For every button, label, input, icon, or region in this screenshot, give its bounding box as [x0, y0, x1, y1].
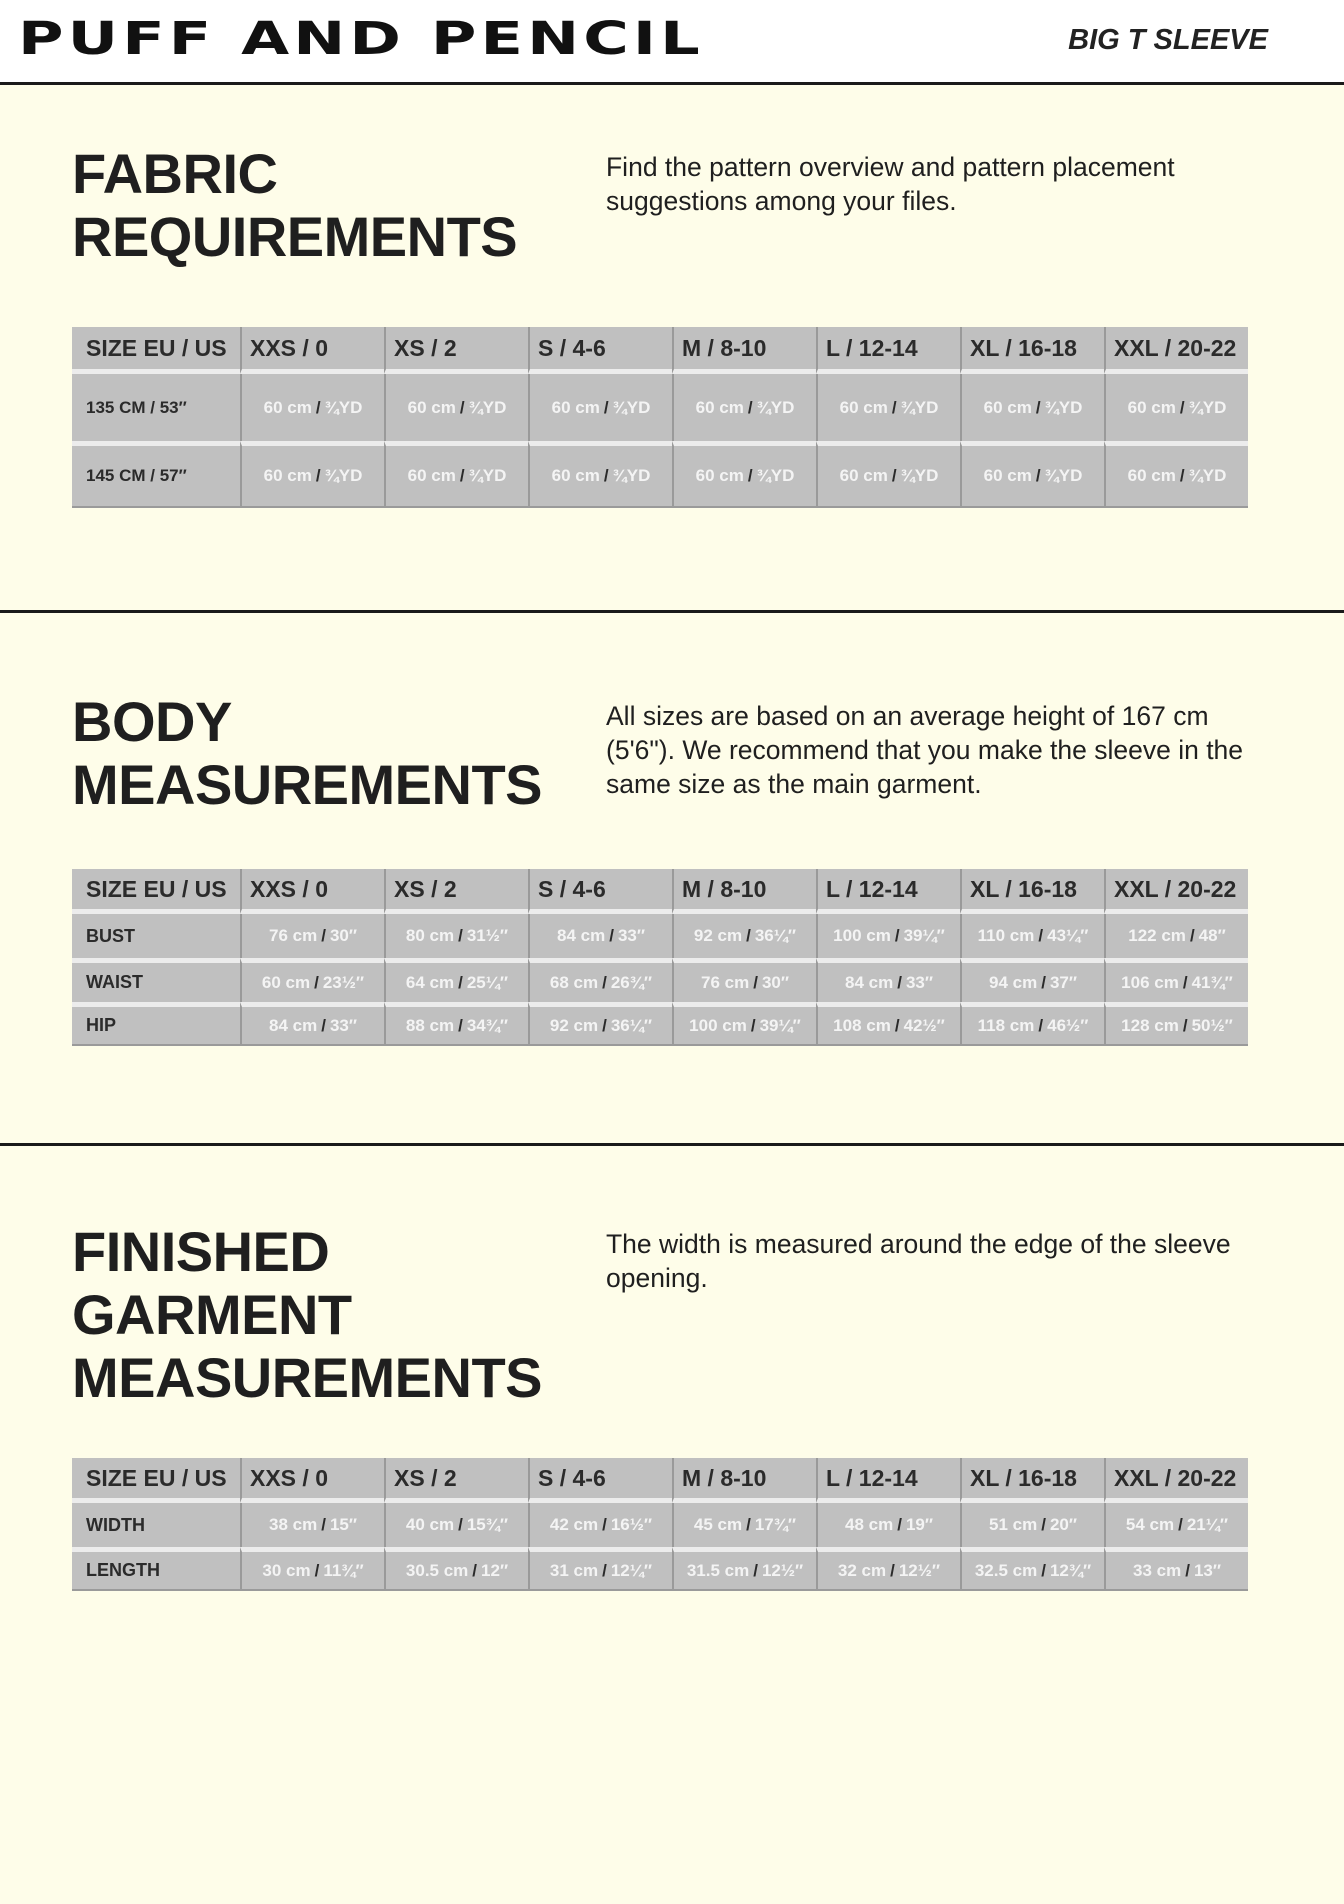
table-row [72, 1002, 1248, 1046]
measurement-cell [240, 1547, 384, 1591]
imperial-value: 12¼″ [610, 1560, 653, 1580]
title-line: MEASUREMENTS [72, 753, 543, 816]
separator: / [1041, 1560, 1046, 1580]
imperial-value: ¾YD [468, 466, 507, 485]
measurement-cell [672, 1002, 816, 1046]
metric-value: 84 cm [557, 926, 606, 945]
separator: / [314, 1560, 320, 1580]
imperial-value: 21¼″ [1186, 1515, 1229, 1534]
metric-value: 94 cm [989, 972, 1038, 992]
imperial-value: 26¾″ [610, 972, 653, 992]
separator: / [1182, 972, 1188, 992]
separator: / [753, 1560, 758, 1580]
metric-value: 60 cm [839, 397, 888, 417]
measurement-cell [240, 441, 384, 508]
metric-value: 60 cm [839, 466, 888, 485]
metric-value: 60 cm [1127, 466, 1176, 485]
measurement-cell [816, 958, 960, 1002]
metric-value: 108 cm [833, 1015, 891, 1035]
row-label: 145 CM / 57″ [72, 441, 240, 508]
measurement-cell [240, 374, 384, 441]
metric-value: 76 cm [269, 926, 318, 945]
metric-value: 40 cm [405, 1515, 455, 1534]
separator: / [753, 972, 758, 992]
measurement-cell [384, 1547, 528, 1591]
measurement-cell [672, 958, 816, 1002]
imperial-value: 48″ [1198, 926, 1226, 945]
measurement-cell [960, 914, 1104, 958]
metric-value: 128 cm [1121, 1015, 1179, 1035]
table-header-row [72, 327, 1248, 374]
imperial-value: 42½″ [903, 1015, 945, 1035]
table-header-row [72, 869, 1248, 914]
imperial-value: ¾YD [900, 397, 939, 417]
measurement-cell [816, 914, 960, 958]
measurement-cell [384, 914, 528, 958]
imperial-value: 15″ [329, 1515, 357, 1534]
separator: / [602, 1515, 607, 1534]
separator: / [891, 466, 897, 485]
imperial-value: 30″ [761, 972, 789, 992]
separator: / [458, 1515, 463, 1534]
measurement-cell [240, 958, 384, 1002]
separator: / [1178, 1515, 1183, 1534]
finished-garment-measurements-description: The width is measured around the edge of the sleeve opening. [606, 1229, 1231, 1293]
finished-garment-measurements-title [72, 1220, 542, 1409]
separator: / [1041, 1515, 1046, 1534]
imperial-value: ¾YD [324, 466, 363, 485]
measurement-cell [1104, 1547, 1248, 1591]
imperial-value: 33″ [617, 926, 645, 945]
imperial-value: 12¾″ [1049, 1560, 1092, 1580]
separator: / [897, 1515, 902, 1534]
measurement-cell [528, 374, 672, 441]
imperial-value: 39¼″ [759, 1015, 801, 1035]
metric-value: 88 cm [405, 1015, 455, 1035]
imperial-value: ¾YD [324, 397, 363, 417]
metric-value: 100 cm [833, 926, 891, 945]
size-header-cell: XXS / 0 [240, 1458, 384, 1503]
imperial-value: 12″ [481, 1560, 509, 1580]
metric-value: 106 cm [1121, 972, 1179, 992]
metric-value: 30 cm [262, 1560, 311, 1580]
measurement-cell [528, 1547, 672, 1591]
separator: / [458, 926, 463, 945]
table-row [72, 1547, 1248, 1591]
separator: / [602, 972, 607, 992]
imperial-value: ¾YD [756, 466, 795, 485]
row-label: LENGTH [72, 1547, 240, 1591]
metric-value: 32 cm [837, 1560, 887, 1580]
imperial-value: 41¾″ [1191, 972, 1233, 992]
size-column-header: SIZE EU / US [72, 869, 240, 914]
metric-value: 118 cm [977, 1015, 1035, 1035]
separator: / [894, 1015, 900, 1035]
imperial-value: ¾YD [1044, 466, 1083, 485]
measurement-cell [528, 958, 672, 1002]
title-line: BODY [72, 690, 232, 753]
measurement-cell [960, 958, 1104, 1002]
size-header-cell: XXS / 0 [240, 327, 384, 374]
separator: / [750, 1015, 756, 1035]
imperial-value: 46½″ [1047, 1015, 1089, 1035]
size-header-cell: XL / 16-18 [960, 869, 1104, 914]
separator: / [315, 397, 321, 417]
size-header-cell: XL / 16-18 [960, 327, 1104, 374]
measurement-cell [384, 1503, 528, 1547]
separator: / [1035, 466, 1041, 485]
imperial-value: 12½″ [898, 1560, 941, 1580]
brand-logo: PUFF AND PENCIL [18, 12, 704, 65]
document-header [0, 0, 1344, 85]
imperial-value: ¾YD [900, 466, 939, 485]
body-measurements-table [72, 869, 1248, 1046]
separator: / [891, 397, 897, 417]
measurement-cell [960, 1547, 1104, 1591]
imperial-value: 23½″ [322, 972, 365, 992]
metric-value: 60 cm [551, 466, 600, 485]
imperial-value: ¾YD [1188, 466, 1227, 485]
measurement-cell [384, 958, 528, 1002]
separator: / [458, 972, 463, 992]
size-header-cell: XS / 2 [384, 327, 528, 374]
size-header-cell: L / 12-14 [816, 1458, 960, 1503]
metric-value: 100 cm [689, 1015, 747, 1035]
size-header-cell: XL / 16-18 [960, 1458, 1104, 1503]
measurement-cell [672, 914, 816, 958]
metric-value: 110 cm [977, 926, 1035, 945]
imperial-value: ¾YD [612, 466, 651, 485]
imperial-value: ¾YD [756, 397, 795, 417]
product-name: BIG T SLEEVE [1068, 24, 1268, 56]
imperial-value: 50½″ [1191, 1015, 1233, 1035]
imperial-value: 33″ [329, 1015, 357, 1035]
separator: / [1038, 1015, 1044, 1035]
size-header-cell: XS / 2 [384, 869, 528, 914]
size-header-cell: S / 4-6 [528, 1458, 672, 1503]
imperial-value: 20″ [1049, 1515, 1077, 1534]
imperial-value: 15¾″ [466, 1515, 509, 1534]
measurement-cell [960, 1503, 1104, 1547]
imperial-value: 39¼″ [903, 926, 945, 945]
metric-value: 38 cm [269, 1515, 318, 1534]
separator: / [747, 397, 753, 417]
measurement-cell [960, 1002, 1104, 1046]
measurement-cell [816, 441, 960, 508]
measurement-cell [1104, 1503, 1248, 1547]
title-line: REQUIREMENTS [72, 205, 518, 268]
separator: / [747, 466, 753, 485]
imperial-value: 13″ [1193, 1560, 1221, 1580]
row-label: 135 CM / 53″ [86, 397, 187, 417]
measurement-cell [816, 1547, 960, 1591]
metric-value: 32.5 cm [974, 1560, 1038, 1580]
metric-value: 60 cm [983, 466, 1032, 485]
metric-value: 33 cm [1133, 1560, 1182, 1580]
separator: / [315, 466, 321, 485]
measurement-cell [960, 441, 1104, 508]
measurement-cell [528, 1002, 672, 1046]
imperial-value: 11¾″ [323, 1560, 364, 1580]
separator: / [894, 926, 900, 945]
metric-value: 60 cm [695, 466, 744, 485]
separator: / [897, 972, 902, 992]
imperial-value: 43¼″ [1047, 926, 1089, 945]
separator: / [472, 1560, 478, 1580]
imperial-value: ¾YD [1044, 397, 1083, 417]
measurement-cell [816, 374, 960, 441]
size-header-cell: M / 8-10 [672, 869, 816, 914]
metric-value: 48 cm [845, 1515, 894, 1534]
metric-value: 60 cm [263, 466, 312, 485]
imperial-value: 37″ [1049, 972, 1077, 992]
size-header-cell: L / 12-14 [816, 327, 960, 374]
finished-garment-measurements-table [72, 1458, 1248, 1591]
fabric-requirements-table [72, 327, 1248, 508]
imperial-value: 19″ [905, 1515, 933, 1534]
imperial-value: ¾YD [468, 397, 507, 417]
body-measurements-title [72, 690, 542, 816]
imperial-value: 33″ [905, 972, 933, 992]
metric-value: 60 cm [551, 397, 600, 417]
size-header-cell: XS / 2 [384, 1458, 528, 1503]
section-divider [0, 610, 1344, 613]
measurement-cell [1104, 441, 1248, 508]
measurement-cell [672, 1547, 816, 1591]
separator: / [609, 926, 614, 945]
separator: / [1185, 1560, 1190, 1580]
fabric-requirements-title [72, 142, 517, 268]
metric-value: 60 cm [407, 397, 456, 417]
separator: / [890, 1560, 895, 1580]
separator: / [458, 1015, 463, 1035]
metric-value: 76 cm [701, 972, 750, 992]
row-label: WAIST [72, 958, 240, 1002]
measurement-cell [240, 1503, 384, 1547]
body-measurements-description: All sizes are based on an average height of 167 cm (5'6"). We recommend that you make the sleeve in the same size as the main garment. [606, 701, 1244, 799]
row-label: HIP [72, 1002, 240, 1046]
separator: / [1041, 972, 1046, 992]
measurement-cell [672, 441, 816, 508]
measurement-cell [240, 914, 384, 958]
imperial-value: 12½″ [761, 1560, 804, 1580]
measurement-cell [816, 1002, 960, 1046]
imperial-value: 36¼″ [754, 926, 797, 945]
measurement-cell [816, 1503, 960, 1547]
separator: / [1182, 1015, 1188, 1035]
imperial-value: 17¾″ [754, 1515, 797, 1534]
table-row [72, 914, 1248, 958]
metric-value: 84 cm [845, 972, 894, 992]
size-column-header: SIZE EU / US [72, 1458, 240, 1503]
size-column-header: SIZE EU / US [72, 327, 240, 374]
imperial-value: 30″ [329, 926, 357, 945]
separator: / [603, 397, 609, 417]
metric-value: 64 cm [405, 972, 455, 992]
measurement-cell [528, 1503, 672, 1547]
measurement-cell [672, 374, 816, 441]
measurement-cell [384, 441, 528, 508]
size-header-cell: S / 4-6 [528, 327, 672, 374]
size-header-cell: M / 8-10 [672, 1458, 816, 1503]
metric-value: 92 cm [693, 926, 743, 945]
metric-value: 31.5 cm [686, 1560, 750, 1580]
measurement-cell [1104, 958, 1248, 1002]
size-header-cell: M / 8-10 [672, 327, 816, 374]
separator: / [321, 1015, 326, 1035]
fabric-requirements-description: Find the pattern overview and pattern placement suggestions among your files. [606, 152, 1175, 216]
measurement-cell [960, 374, 1104, 441]
measurement-cell [384, 374, 528, 441]
separator: / [459, 397, 465, 417]
table-row [72, 374, 1248, 441]
title-line: MEASUREMENTS [72, 1346, 543, 1409]
metric-value: 51 cm [989, 1515, 1038, 1534]
metric-value: 122 cm [1128, 926, 1186, 945]
metric-value: 60 cm [1127, 397, 1176, 417]
separator: / [1179, 466, 1185, 485]
separator: / [459, 466, 465, 485]
table-header-row [72, 1458, 1248, 1503]
metric-value: 68 cm [549, 972, 599, 992]
metric-value: 30.5 cm [405, 1560, 469, 1580]
table-row [72, 958, 1248, 1002]
measurement-cell [1104, 914, 1248, 958]
metric-value: 31 cm [549, 1560, 599, 1580]
metric-value: 60 cm [261, 972, 311, 992]
title-line: GARMENT [72, 1283, 352, 1346]
measurement-cell [240, 1002, 384, 1046]
section-divider [0, 1143, 1344, 1146]
size-header-cell: S / 4-6 [528, 869, 672, 914]
separator: / [314, 972, 319, 992]
metric-value: 60 cm [263, 397, 312, 417]
title-line: FABRIC [72, 142, 278, 205]
imperial-value: 34¾″ [466, 1015, 509, 1035]
separator: / [602, 1015, 607, 1035]
metric-value: 60 cm [407, 466, 456, 485]
measurement-cell [384, 1002, 528, 1046]
metric-value: 60 cm [983, 397, 1032, 417]
metric-value: 45 cm [693, 1515, 743, 1534]
size-header-cell: XXL / 20-22 [1104, 869, 1248, 914]
separator: / [321, 926, 326, 945]
row-label: BUST [86, 925, 135, 946]
metric-value: 80 cm [405, 926, 455, 945]
measurement-cell [1104, 1002, 1248, 1046]
row-label: WIDTH [86, 1514, 145, 1535]
separator: / [746, 1515, 751, 1534]
table-row [72, 441, 1248, 508]
size-header-cell: XXL / 20-22 [1104, 327, 1248, 374]
separator: / [1035, 397, 1041, 417]
separator: / [1179, 397, 1185, 417]
separator: / [602, 1560, 607, 1580]
metric-value: 60 cm [695, 397, 744, 417]
measurement-cell [1104, 374, 1248, 441]
size-header-cell: XXS / 0 [240, 869, 384, 914]
metric-value: 42 cm [549, 1515, 599, 1534]
metric-value: 92 cm [549, 1015, 599, 1035]
imperial-value: ¾YD [612, 397, 651, 417]
imperial-value: 16½″ [610, 1515, 653, 1534]
metric-value: 84 cm [269, 1015, 318, 1035]
size-header-cell: L / 12-14 [816, 869, 960, 914]
table-row [72, 1503, 1248, 1547]
separator: / [1038, 926, 1044, 945]
separator: / [603, 466, 609, 485]
separator: / [321, 1515, 326, 1534]
title-line: FINISHED [72, 1220, 330, 1283]
separator: / [1189, 926, 1195, 945]
separator: / [746, 926, 751, 945]
imperial-value: ¾YD [1188, 397, 1227, 417]
measurement-cell [672, 1503, 816, 1547]
measurement-cell [528, 914, 672, 958]
size-header-cell: XXL / 20-22 [1104, 1458, 1248, 1503]
imperial-value: 31½″ [466, 926, 509, 945]
measurement-cell [528, 441, 672, 508]
metric-value: 54 cm [1125, 1515, 1175, 1534]
imperial-value: 36¼″ [610, 1015, 653, 1035]
imperial-value: 25¼″ [466, 972, 509, 992]
